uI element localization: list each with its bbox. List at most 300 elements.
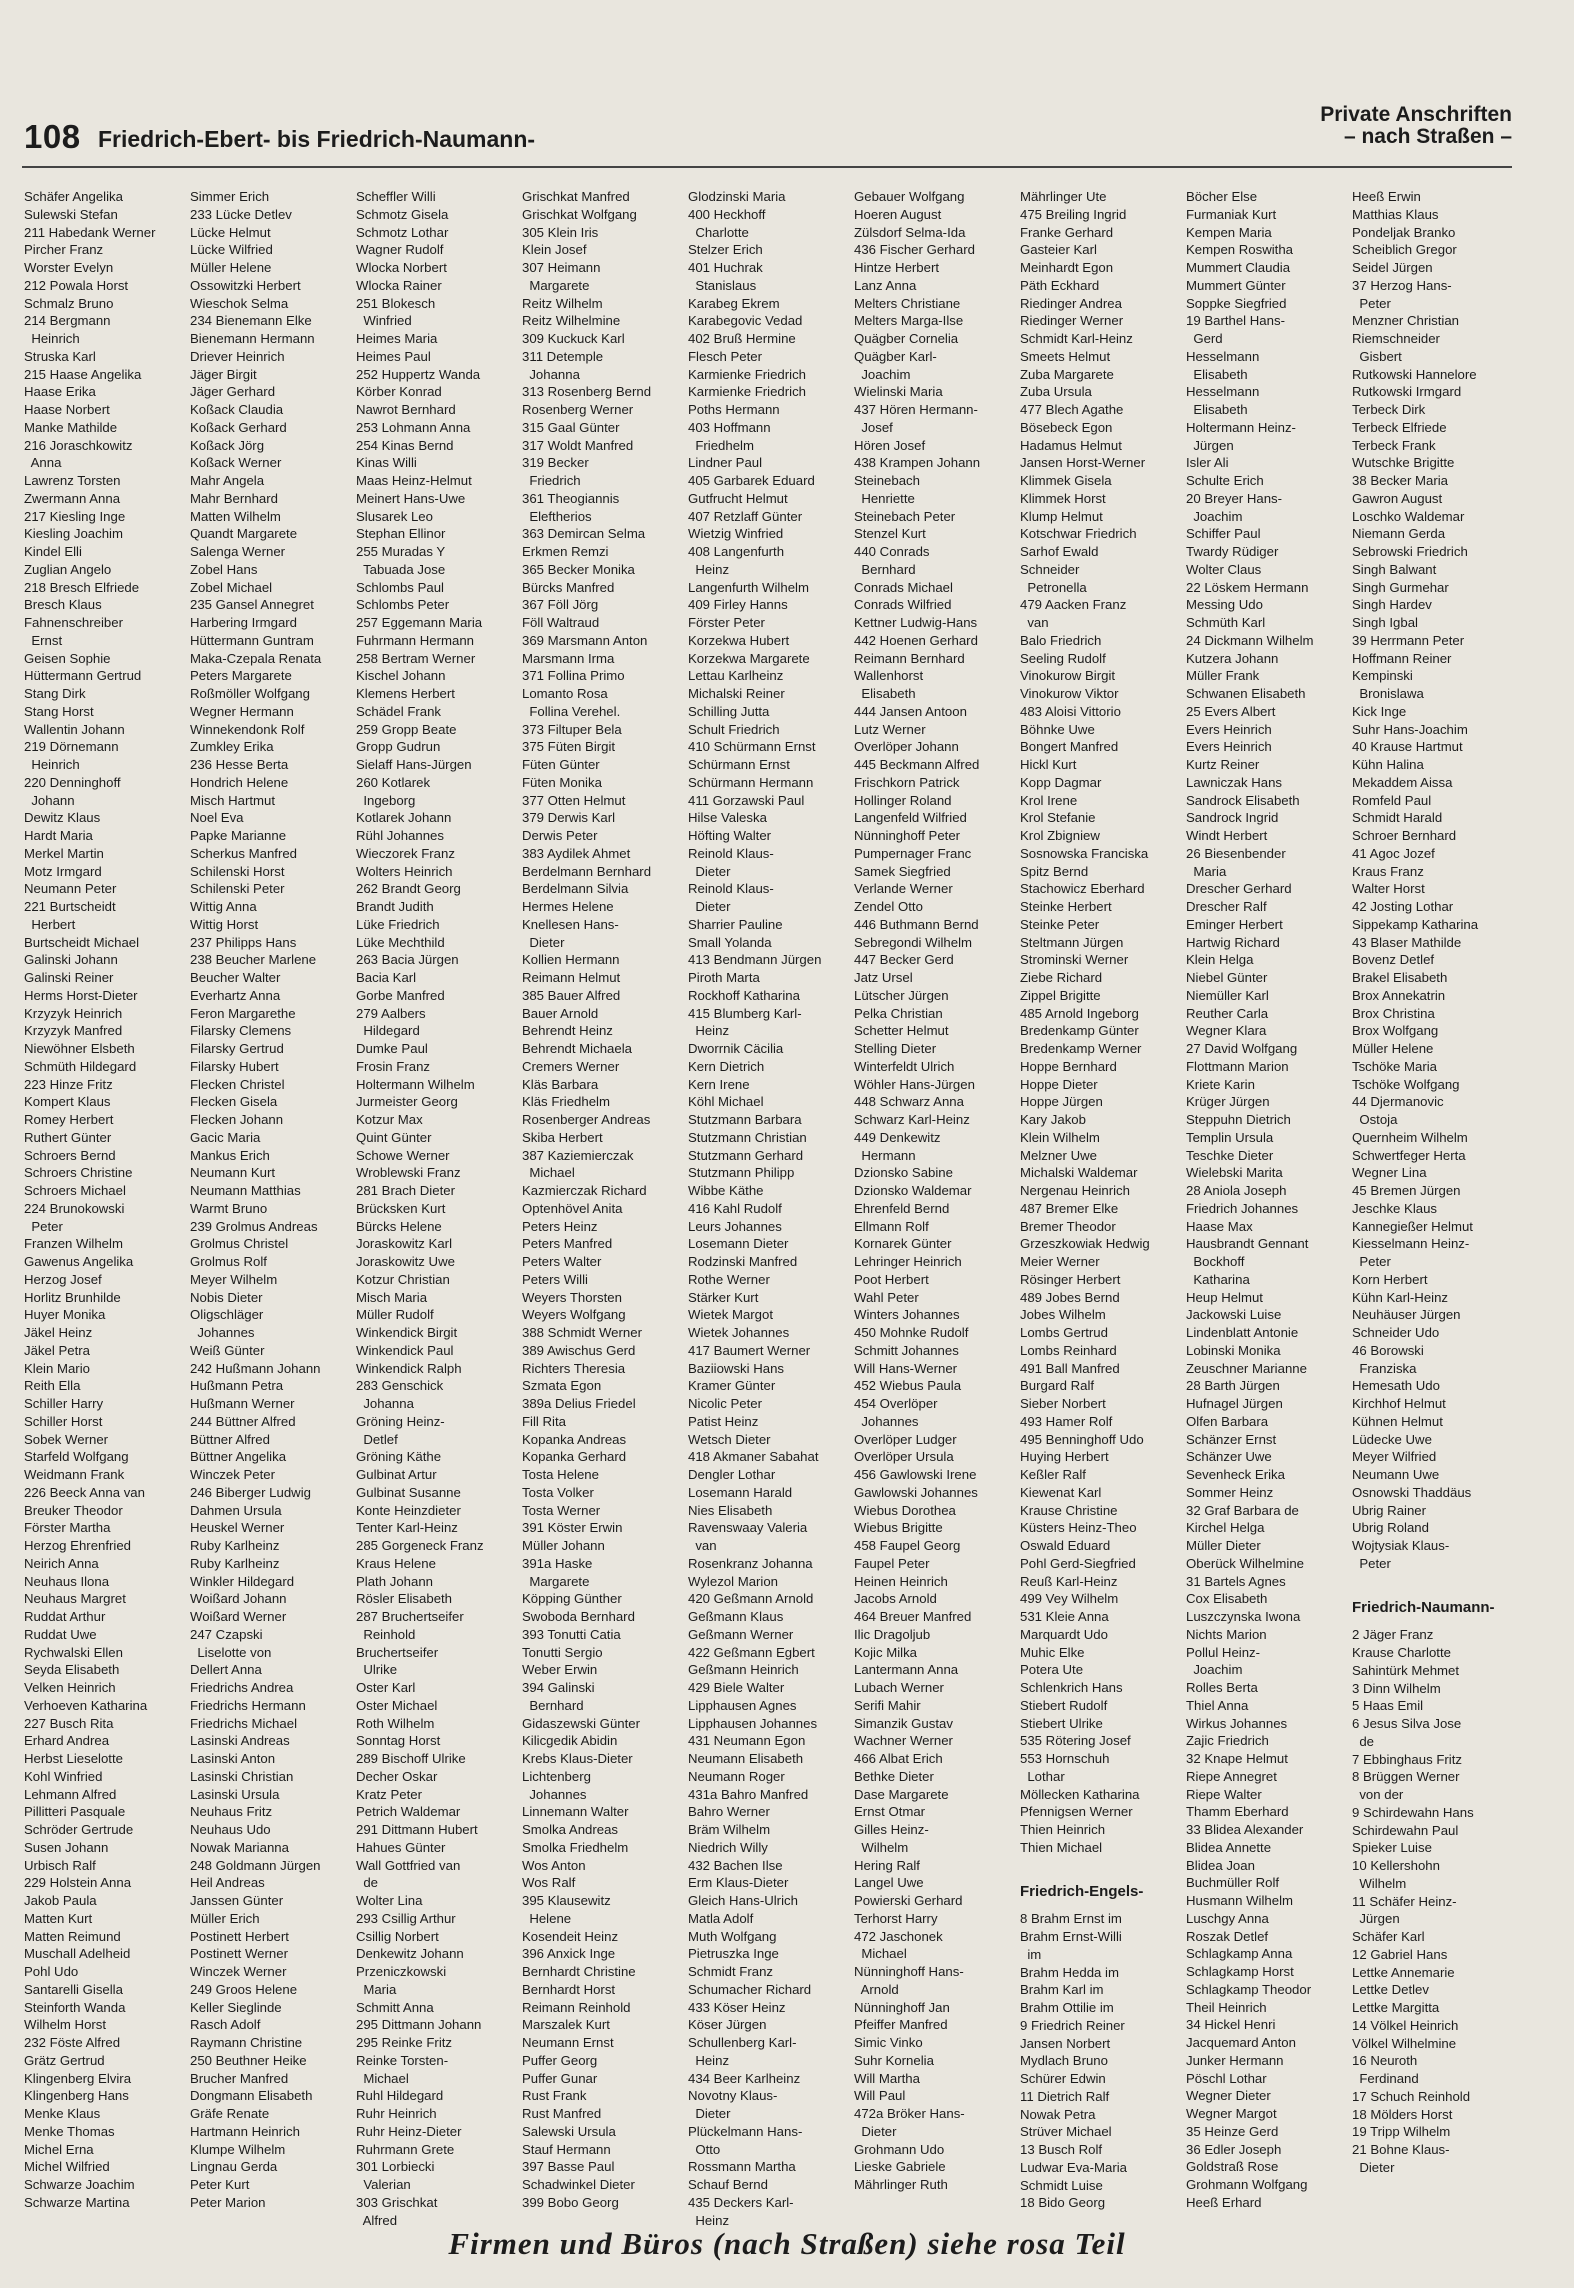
directory-entry: Riepe Walter xyxy=(1186,1786,1262,1802)
directory-entry: Michael xyxy=(522,1165,575,1181)
directory-entry: Korzekwa Margarete xyxy=(688,650,810,666)
directory-entry: Grohmann Wolfgang xyxy=(1186,2177,1308,2192)
directory-entry: Herbst Lieselotte xyxy=(24,1751,123,1766)
directory-entry: Motz Irmgard xyxy=(24,863,102,879)
directory-entry: Johannes xyxy=(190,1325,255,1340)
directory-entry: Herzog Ehrenfried xyxy=(24,1538,132,1553)
directory-entry: Helene xyxy=(522,1910,572,1926)
directory-entry: 19 Barthel Hans- xyxy=(1186,313,1285,329)
directory-entry: Dahmen Ursula xyxy=(190,1502,282,1518)
directory-entry: Rühl Johannes xyxy=(356,828,444,843)
directory-entry: 279 Aalbers xyxy=(356,1005,426,1021)
directory-entry: 224 Brunokowski xyxy=(24,1200,125,1216)
directory-entry: Gawron August xyxy=(1352,490,1443,506)
directory-entry: 34 Hickel Henri xyxy=(1186,2017,1276,2033)
directory-entry: Winters Johannes xyxy=(854,1307,960,1323)
directory-entry: Schürer Edwin xyxy=(1020,2071,1106,2086)
directory-entry: Ziebe Richard xyxy=(1020,970,1103,985)
directory-entry: Faupel Peter xyxy=(854,1555,930,1571)
directory-entry: Reitz Wilhelmine xyxy=(522,313,621,329)
directory-entry: Bienemann Hermann xyxy=(190,331,315,346)
directory-entry: Nowak Petra xyxy=(1020,2106,1096,2122)
directory-entry: Horlitz Brunhilde xyxy=(24,1289,121,1305)
directory-entry: Dieter xyxy=(522,934,565,950)
directory-entry: Erkmen Remzi xyxy=(522,544,609,559)
directory-entry: 402 Bruß Hermine xyxy=(688,331,796,346)
directory-entry: 237 Philipps Hans xyxy=(190,934,297,950)
directory-entry: 247 Czapski xyxy=(190,1626,263,1642)
directory-entry: Winkendick Paul xyxy=(356,1342,454,1358)
directory-entry: Jäger Gerhard xyxy=(190,384,276,400)
directory-entry: 220 Denninghoff xyxy=(24,774,121,790)
directory-entry: Meyer Wilfried xyxy=(1352,1449,1437,1465)
directory-entry: Rasch Adolf xyxy=(190,2017,261,2033)
directory-entry: Pillitteri Pasquale xyxy=(24,1804,126,1820)
directory-entry: Lücke Helmut xyxy=(190,224,271,240)
directory-entry: Köser Jürgen xyxy=(688,2017,767,2033)
directory-entry: 449 Denkewitz xyxy=(854,1129,941,1145)
directory-entry: de xyxy=(1352,1733,1374,1749)
directory-entry: Heinrich xyxy=(24,331,80,346)
directory-entry: Langel Uwe xyxy=(854,1875,924,1891)
directory-entry: Reitz Wilhelm xyxy=(522,295,603,311)
directory-entry: Wegner Lina xyxy=(1352,1165,1427,1181)
directory-entry: Winkler Hildegard xyxy=(190,1573,295,1589)
directory-entry: 489 Jobes Bernd xyxy=(1020,1289,1120,1305)
directory-entry: 367 Föll Jörg xyxy=(522,597,599,613)
directory-entry: Urbisch Ralf xyxy=(24,1857,96,1873)
directory-entry: Schneider Udo xyxy=(1352,1325,1440,1340)
directory-entry: 417 Baumert Werner xyxy=(688,1342,811,1358)
directory-entry: 36 Edler Joseph xyxy=(1186,2141,1282,2157)
directory-entry: Kannegießer Helmut xyxy=(1352,1218,1473,1234)
directory-entry: Johannes xyxy=(522,1786,587,1802)
directory-entry: Loschko Waldemar xyxy=(1352,508,1465,524)
directory-entry: 40 Krause Hartmut xyxy=(1352,739,1463,755)
directory-entry: 2 Jäger Franz xyxy=(1352,1627,1434,1643)
directory-entry: Herms Horst-Dieter xyxy=(24,987,138,1003)
directory-entry: Bethke Dieter xyxy=(854,1768,934,1784)
directory-entry: Novotny Klaus- xyxy=(688,2088,778,2104)
directory-entry: Zeuschner Marianne xyxy=(1186,1360,1307,1376)
directory-entry: 429 Biele Walter xyxy=(688,1680,785,1695)
directory-entry: Nicolic Peter xyxy=(688,1396,763,1411)
directory-entry: Winnekendonk Rolf xyxy=(190,721,305,737)
directory-entry: Zuglian Angelo xyxy=(24,561,112,577)
directory-entry: Reuther Carla xyxy=(1186,1005,1269,1021)
directory-entry: Sebrowski Friedrich xyxy=(1352,544,1468,559)
directory-entry: 416 Kahl Rudolf xyxy=(688,1200,782,1216)
directory-entry: Schmotz Gisela xyxy=(356,206,449,222)
directory-entry: 8 Brüggen Werner xyxy=(1352,1769,1460,1785)
directory-entry: Hußmann Petra xyxy=(190,1378,284,1394)
directory-entry: Schiller Harry xyxy=(24,1396,104,1411)
directory-entry: Wieczorek Franz xyxy=(356,845,455,861)
directory-entry: 216 Joraschkowitz xyxy=(24,437,133,453)
directory-entry: Schneider xyxy=(1020,561,1080,577)
directory-entry: Ehrenfeld Bernd xyxy=(854,1200,950,1216)
directory-entry: Mekaddem Aissa xyxy=(1352,774,1453,790)
directory-entry: Schulte Erich xyxy=(1186,473,1264,488)
directory-entry: Krol Stefanie xyxy=(1020,810,1096,826)
directory-entry: 31 Bartels Agnes xyxy=(1186,1573,1286,1589)
directory-entry: Drescher Ralf xyxy=(1186,899,1267,914)
directory-entry: Hermes Helene xyxy=(522,899,614,914)
directory-entry: Terbeck Dirk xyxy=(1352,402,1426,417)
directory-entry: Schilenski Peter xyxy=(190,881,285,897)
directory-entry: Reimann Helmut xyxy=(522,970,621,985)
directory-entry: Sharrier Pauline xyxy=(688,916,783,932)
directory-entry: Kempen Roswitha xyxy=(1186,242,1294,258)
directory-entry: Ellmann Rolf xyxy=(854,1218,929,1234)
directory-entry: Hintze Herbert xyxy=(854,260,940,275)
directory-entry: 289 Bischoff Ulrike xyxy=(356,1751,466,1766)
directory-entry: Stachowicz Eberhard xyxy=(1020,881,1145,897)
directory-entry: Schwertfeger Herta xyxy=(1352,1147,1466,1163)
directory-entry: Riemschneider xyxy=(1352,331,1440,346)
directory-entry: Sippekamp Katharina xyxy=(1352,916,1479,932)
directory-entry: Gorbe Manfred xyxy=(356,987,445,1003)
directory-entry: 415 Blumberg Karl- xyxy=(688,1005,802,1021)
directory-entry: Steinebach Peter xyxy=(854,508,956,524)
directory-entry: 393 Tonutti Catia xyxy=(522,1626,621,1642)
directory-entry: Müller Johann xyxy=(522,1538,605,1553)
directory-entry: Wegner Dieter xyxy=(1186,2088,1271,2104)
directory-entry: Harbering Irmgard xyxy=(190,615,298,630)
directory-entry: Wegner Hermann xyxy=(190,703,294,719)
directory-entry: Richters Theresia xyxy=(522,1360,626,1376)
directory-entry: 20 Breyer Hans- xyxy=(1186,490,1283,506)
directory-entry: Balo Friedrich xyxy=(1020,632,1102,648)
directory-entry: Eminger Herbert xyxy=(1186,916,1283,932)
directory-entry: Sevenheck Erika xyxy=(1186,1467,1285,1482)
directory-entry: 410 Schürmann Ernst xyxy=(688,739,816,755)
directory-entry: Meinhardt Egon xyxy=(1020,260,1114,275)
directory-entry: Rolles Berta xyxy=(1186,1680,1258,1695)
directory-entry: Husmann Wilhelm xyxy=(1186,1893,1293,1908)
directory-entry: Elisabeth xyxy=(854,686,916,701)
directory-entry: Burtscheidt Michael xyxy=(24,934,140,950)
directory-entry: Klingenberg Hans xyxy=(24,2088,129,2104)
street-heading: Friedrich-Engels- xyxy=(1020,1882,1144,1900)
directory-entry: Przeniczkowski xyxy=(356,1964,447,1979)
directory-entry: Sielaff Hans-Jürgen xyxy=(356,757,472,772)
directory-entry: 394 Galinski xyxy=(522,1680,595,1695)
directory-entry: Ruhr Heinrich xyxy=(356,2106,437,2121)
directory-entry: 32 Knape Helmut xyxy=(1186,1751,1288,1766)
directory-entry: Böcher Else xyxy=(1186,189,1258,204)
directory-entry: Schmitt Anna xyxy=(356,1999,434,2015)
directory-entry: Gilles Heinz- xyxy=(854,1822,929,1837)
directory-entry: 447 Becker Gerd xyxy=(854,952,954,968)
directory-entry: Misch Hartmut xyxy=(190,792,275,808)
directory-entry: Neuhaus Ilona xyxy=(24,1573,110,1589)
directory-entry: 401 Huchrak xyxy=(688,260,763,275)
directory-entry: Slusarek Leo xyxy=(356,508,433,524)
directory-entry: Galinski Johann xyxy=(24,952,118,968)
directory-entry: Förster Martha xyxy=(24,1520,111,1536)
directory-entry: Henriette xyxy=(854,490,915,506)
directory-entry: Berdelmann Silvia xyxy=(522,881,629,897)
directory-entry: Peter xyxy=(24,1218,63,1234)
directory-entry: Stelling Dieter xyxy=(854,1041,937,1056)
directory-entry: Kotzur Max xyxy=(356,1112,423,1127)
directory-entry: Sandrock Elisabeth xyxy=(1186,792,1300,808)
directory-entry: 405 Garbarek Eduard xyxy=(688,473,815,488)
directory-entry: 420 Geßmann Arnold xyxy=(688,1591,814,1607)
directory-entry: 10 Kellershohn xyxy=(1352,1858,1440,1873)
directory-entry: Marszalek Kurt xyxy=(522,2017,610,2033)
directory-entry: Küsters Heinz-Theo xyxy=(1020,1520,1137,1536)
directory-entry: Schäfer Angelika xyxy=(24,189,123,204)
directory-entry: Fill Rita xyxy=(522,1413,566,1429)
directory-entry: 365 Becker Monika xyxy=(522,561,635,577)
directory-entry: 44 Djermanovic xyxy=(1352,1094,1444,1110)
directory-entry: Rossmann Martha xyxy=(688,2159,796,2175)
directory-entry: Nünninghoff Jan xyxy=(854,1999,950,2015)
directory-entry: Wibbe Käthe xyxy=(688,1183,764,1198)
directory-entry: 11 Schäfer Heinz- xyxy=(1352,1893,1457,1909)
directory-entry: Smolka Andreas xyxy=(522,1822,619,1837)
directory-entry: Kilicgedik Abidin xyxy=(522,1733,618,1749)
directory-entry: Sosnowska Franciska xyxy=(1020,845,1149,861)
directory-entry: Stutzmann Barbara xyxy=(688,1112,802,1127)
directory-entry: Stephan Ellinor xyxy=(356,526,446,542)
directory-entry: Mahr Angela xyxy=(190,473,265,488)
directory-entry: 434 Beer Karlheinz xyxy=(688,2070,801,2086)
directory-entry: Sahintürk Mehmet xyxy=(1352,1662,1460,1678)
directory-entry: Müller Frank xyxy=(1186,668,1260,684)
directory-entry: Quägber Cornelia xyxy=(854,331,959,346)
directory-entry: 253 Lohmann Anna xyxy=(356,419,471,435)
directory-entry: Oswald Eduard xyxy=(1020,1538,1111,1553)
directory-entry: 22 Löskem Hermann xyxy=(1186,579,1309,595)
directory-entry: Schetter Helmut xyxy=(854,1023,949,1039)
directory-entry: Niebel Günter xyxy=(1186,970,1268,985)
directory-entry: 12 Gabriel Hans xyxy=(1352,1946,1448,1962)
directory-entry: Wroblewski Franz xyxy=(356,1165,461,1181)
directory-entry: Schroers Bernd xyxy=(24,1147,116,1163)
directory-entry: 375 Füten Birgit xyxy=(522,739,616,755)
directory-entry: Pöschl Lothar xyxy=(1186,2070,1267,2086)
directory-entry: Mahr Bernhard xyxy=(190,490,278,506)
page-number: 108 xyxy=(24,118,81,155)
directory-entry: Kompert Klaus xyxy=(24,1094,111,1110)
directory-entry: Reimann Bernhard xyxy=(854,650,965,666)
directory-entry: 235 Gansel Annegret xyxy=(190,597,314,613)
directory-entry: Joachim xyxy=(854,366,911,382)
directory-entry: Wilhelm xyxy=(854,1839,909,1855)
directory-entry: Friedrich Johannes xyxy=(1186,1200,1299,1216)
directory-entry: Bürcks Manfred xyxy=(522,579,615,595)
directory-entry: Tosta Werner xyxy=(522,1502,601,1518)
directory-entry: Thamm Eberhard xyxy=(1186,1804,1289,1820)
directory-entry: Lubach Werner xyxy=(854,1680,944,1695)
directory-entry: Wetsch Dieter xyxy=(688,1431,771,1447)
directory-entry: Puffer Georg xyxy=(522,2052,598,2068)
directory-entry: Maria xyxy=(1186,863,1227,879)
directory-entry: 450 Mohnke Rudolf xyxy=(854,1325,969,1340)
directory-entry: 259 Gropp Beate xyxy=(356,721,457,737)
directory-entry: Bresch Klaus xyxy=(24,597,102,613)
directory-entry: Zajic Friedrich xyxy=(1186,1733,1269,1749)
directory-entry: Wachner Werner xyxy=(854,1733,953,1749)
directory-entry: Dumke Paul xyxy=(356,1041,428,1056)
directory-entry: Steinke Herbert xyxy=(1020,899,1112,914)
directory-entry: Dieter xyxy=(854,2123,897,2139)
directory-entry: Dieter xyxy=(688,899,731,914)
directory-entry: Wlocka Rainer xyxy=(356,277,442,293)
directory-entry: Seeling Rudolf xyxy=(1020,650,1106,666)
directory-entry: 389 Awischus Gerd xyxy=(522,1342,636,1358)
directory-entry: Quägber Karl- xyxy=(854,348,937,364)
directory-entry: Romfeld Paul xyxy=(1352,792,1432,808)
directory-entry: Verlande Werner xyxy=(854,881,953,897)
directory-entry: 37 Herzog Hans- xyxy=(1352,277,1452,293)
directory-entry: Kohl Winfried xyxy=(24,1768,103,1784)
directory-entry: Roth Wilhelm xyxy=(356,1715,435,1731)
directory-entry: Gasteier Karl xyxy=(1020,242,1097,258)
directory-entry: Elisabeth xyxy=(1186,366,1248,382)
directory-entry: Grolmus Christel xyxy=(190,1236,289,1252)
directory-entry: Steinebach xyxy=(854,473,920,488)
directory-entry: Lichtenberg xyxy=(522,1768,591,1784)
directory-entry: Schadwinkel Dieter xyxy=(522,2177,635,2192)
directory-entry: Evers Heinrich xyxy=(1186,721,1272,737)
directory-entry: Heinz xyxy=(688,561,730,577)
directory-entry: Kern Dietrich xyxy=(688,1058,765,1074)
directory-entry: Neuhaus Fritz xyxy=(190,1804,273,1820)
directory-entry: 409 Firley Hanns xyxy=(688,597,788,613)
directory-entry: Ilic Dragoljub xyxy=(854,1626,931,1642)
directory-entry: Neumann Roger xyxy=(688,1768,785,1784)
directory-entry: Joraskowitz Karl xyxy=(356,1236,453,1252)
directory-entry: 46 Borowski xyxy=(1352,1342,1424,1358)
directory-entry: Schürmann Ernst xyxy=(688,757,790,772)
directory-column-2 xyxy=(190,188,350,2208)
directory-entry: Peters Walter xyxy=(522,1254,602,1269)
directory-entry: Walter Horst xyxy=(1352,881,1425,897)
directory-entry: 11 Dietrich Ralf xyxy=(1020,2088,1110,2104)
directory-entry: Alfred xyxy=(356,2212,398,2228)
directory-entry: Simic Vinko xyxy=(854,2035,923,2050)
directory-entry: Cremers Werner xyxy=(522,1058,620,1074)
directory-entry: Oster Michael xyxy=(356,1697,438,1713)
directory-entry: Pohl Udo xyxy=(24,1964,79,1979)
directory-entry: Schäfer Karl xyxy=(1352,1929,1425,1944)
directory-entry: Will Martha xyxy=(854,2070,920,2086)
directory-entry: 422 Geßmann Egbert xyxy=(688,1644,815,1660)
directory-entry: Zendel Otto xyxy=(854,899,923,914)
directory-entry: Schlenkrich Hans xyxy=(1020,1680,1123,1695)
directory-entry: Lehringer Heinrich xyxy=(854,1254,962,1269)
directory-entry: Leurs Johannes xyxy=(688,1218,782,1234)
directory-entry: Liselotte von xyxy=(190,1644,272,1660)
directory-entry: 391a Haske xyxy=(522,1555,593,1571)
directory-entry: Jakob Paula xyxy=(24,1893,97,1908)
directory-entry: Heinz xyxy=(688,1023,730,1039)
directory-entry: Luschgy Anna xyxy=(1186,1910,1269,1926)
directory-entry: Lawrenz Torsten xyxy=(24,473,121,488)
directory-entry: Postinett Werner xyxy=(190,1946,288,1962)
directory-entry: Bahro Werner xyxy=(688,1804,770,1820)
directory-entry: 464 Breuer Manfred xyxy=(854,1609,972,1624)
directory-entry: 475 Breiling Ingrid xyxy=(1020,206,1127,222)
directory-entry: Hartmann Heinrich xyxy=(190,2123,300,2139)
directory-entry: Kühn Halina xyxy=(1352,757,1424,772)
directory-entry: Kirchhof Helmut xyxy=(1352,1396,1446,1411)
directory-entry: Ernst Otmar xyxy=(854,1804,926,1820)
directory-entry: 232 Föste Alfred xyxy=(24,2035,121,2050)
directory-entry: 295 Dittmann Johann xyxy=(356,2017,482,2033)
directory-entry: 238 Beucher Marlene xyxy=(190,952,317,968)
directory-entry: Lipphausen Agnes xyxy=(688,1697,797,1713)
directory-entry: Jurmeister Georg xyxy=(356,1094,458,1110)
directory-entry: Gleich Hans-Ulrich xyxy=(688,1893,798,1908)
directory-entry: Patist Heinz xyxy=(688,1413,759,1429)
directory-entry: Otto xyxy=(688,2141,721,2157)
directory-entry: 373 Filtuper Bela xyxy=(522,721,622,737)
directory-entry: Tschöke Wolfgang xyxy=(1352,1076,1460,1092)
directory-entry: Peters Willi xyxy=(522,1271,588,1287)
directory-entry: Tosta Helene xyxy=(522,1467,599,1482)
directory-entry: Margarete xyxy=(522,277,590,293)
directory-entry: Fuhrmann Hermann xyxy=(356,632,475,648)
directory-entry: Büttner Alfred xyxy=(190,1431,270,1447)
directory-entry: Manke Mathilde xyxy=(24,419,118,435)
directory-entry: Ossowitzki Herbert xyxy=(190,277,301,293)
directory-entry: Winkendick Ralph xyxy=(356,1360,462,1376)
directory-entry: Puffer Gunar xyxy=(522,2070,598,2086)
directory-entry: Rust Manfred xyxy=(522,2106,602,2121)
directory-entry: Kollien Hermann xyxy=(522,952,620,968)
directory-entry: Wielinski Maria xyxy=(854,384,943,400)
directory-entry: 319 Becker xyxy=(522,455,589,471)
directory-entry: Bösebeck Egon xyxy=(1020,419,1113,435)
directory-entry: 254 Kinas Bernd xyxy=(356,437,454,453)
directory-entry: Lasinski Ursula xyxy=(190,1786,280,1802)
directory-entry: van xyxy=(1020,615,1049,630)
directory-entry: Friedrichs Hermann xyxy=(190,1697,306,1713)
directory-entry: Kotzur Christian xyxy=(356,1271,450,1287)
directory-entry: Neirich Anna xyxy=(24,1555,99,1571)
directory-entry: Heinrich xyxy=(24,757,80,772)
directory-entry: Grätz Gertrud xyxy=(24,2052,105,2068)
directory-entry: Krause Charlotte xyxy=(1352,1645,1451,1660)
directory-entry: Misch Maria xyxy=(356,1289,428,1305)
directory-entry: Peter xyxy=(1352,1254,1391,1269)
directory-entry: 215 Haase Angelika xyxy=(24,366,142,382)
directory-entry: 221 Burtscheidt xyxy=(24,899,116,914)
directory-entry: 396 Anxick Inge xyxy=(522,1946,616,1962)
directory-entry: Wallenhorst xyxy=(854,668,924,684)
directory-entry: Pircher Franz xyxy=(24,242,104,258)
directory-entry: Bremer Theodor xyxy=(1020,1218,1116,1234)
directory-entry: 9 Schirdewahn Hans xyxy=(1352,1804,1474,1820)
directory-entry: 315 Gaal Günter xyxy=(522,419,620,435)
directory-entry: Karabeg Ekrem xyxy=(688,295,780,311)
directory-entry: Michael xyxy=(356,2070,409,2086)
directory-entry: Hüttermann Guntram xyxy=(190,632,314,648)
directory-entry: Singh Igbal xyxy=(1352,615,1418,630)
directory-entry: Bauer Arnold xyxy=(522,1005,599,1021)
directory-entry: 313 Rosenberg Bernd xyxy=(522,384,652,400)
directory-entry: 377 Otten Helmut xyxy=(522,792,626,808)
directory-entry: 212 Powala Horst xyxy=(24,277,129,293)
directory-entry: Strominski Werner xyxy=(1020,952,1129,968)
directory-entry: Krause Christine xyxy=(1020,1502,1118,1518)
directory-entry: Pelka Christian xyxy=(854,1005,943,1021)
